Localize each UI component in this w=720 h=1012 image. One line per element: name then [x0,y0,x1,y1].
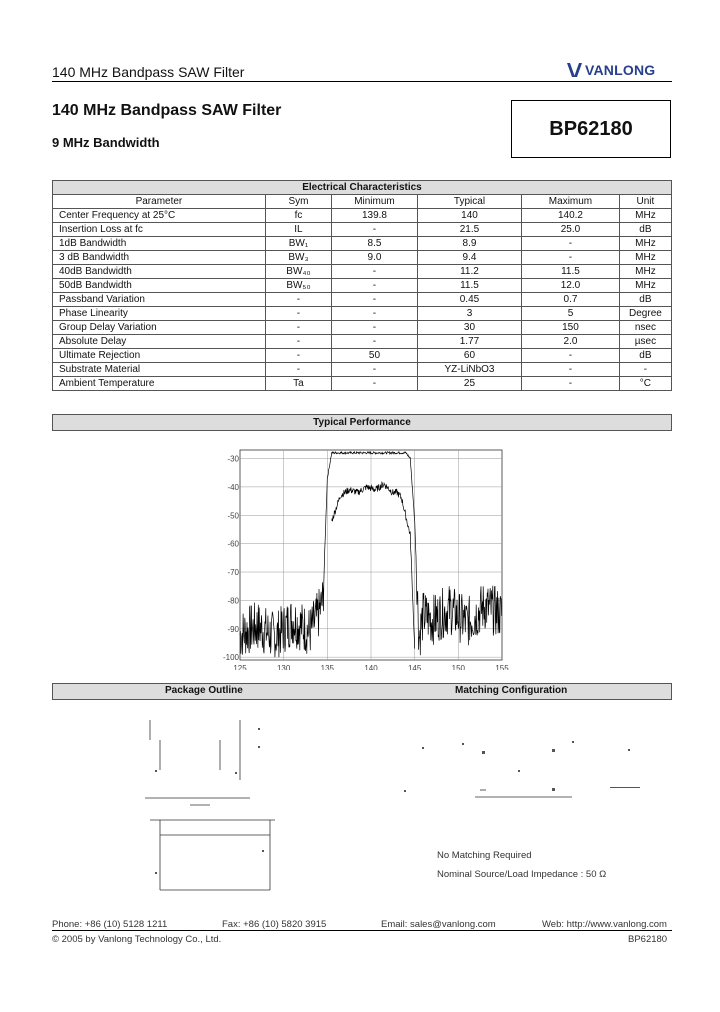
value-cell: 5 [522,307,620,321]
value-cell: - [522,237,620,251]
table-row [53,321,672,335]
value-cell: - [265,363,331,377]
page-title: 140 MHz Bandpass SAW Filter [52,102,282,119]
value-cell: BW₁ [265,237,331,251]
y-tick-label: -90 [227,624,239,634]
table-row [53,307,672,321]
section-bar [52,683,672,700]
value-cell: - [332,265,418,279]
value-cell: - [522,363,620,377]
parameter-cell: Ultimate Rejection [53,349,266,363]
vanlong-logo [566,60,672,80]
value-cell: - [265,349,331,363]
table-row [53,279,672,293]
package-outline-heading: Package Outline [165,685,243,696]
value-cell: fc [265,209,331,223]
value-cell: BW₅₀ [265,279,331,293]
value-cell: 0.45 [417,293,521,307]
value-cell: Degree [619,307,671,321]
value-cell: 11.5 [417,279,521,293]
value-cell: nsec [619,321,671,335]
value-cell: 0.7 [522,293,620,307]
value-cell: 25 [417,377,521,391]
column-header: Maximum [522,195,620,209]
typical-performance-bar: Typical Performance [52,414,672,431]
matching-configuration-heading: Matching Configuration [455,685,568,696]
value-cell: 1.77 [417,335,521,349]
footer-fax: Fax: +86 (10) 5820 3915 [222,919,327,930]
value-cell: dB [619,223,671,237]
value-cell: MHz [619,251,671,265]
column-header: Minimum [332,195,418,209]
table-row [53,237,672,251]
matching-configuration-drawing [400,735,645,805]
value-cell: - [265,321,331,335]
parameter-cell: Insertion Loss at fc [53,223,266,237]
parameter-cell: 3 dB Bandwidth [53,251,266,265]
value-cell: - [265,335,331,349]
header-title: 140 MHz Bandpass SAW Filter [52,64,245,80]
value-cell: 140 [417,209,521,223]
y-tick-label: -30 [227,454,239,464]
value-cell: 2.0 [522,335,620,349]
footer-web[interactable]: Web: http://www.vanlong.com [542,919,667,930]
table-row [53,265,672,279]
page-subtitle: 9 MHz Bandwidth [52,135,160,150]
x-tick-label: 140 [364,664,378,670]
value-cell: dB [619,349,671,363]
y-tick-label: -40 [227,482,239,492]
value-cell: - [332,223,418,237]
value-cell: BW₄₀ [265,265,331,279]
impedance-note: Nominal Source/Load Impedance : 50 Ω [437,869,607,880]
performance-chart [222,440,512,670]
column-header: Sym [265,195,331,209]
value-cell: - [332,363,418,377]
header-rule [52,81,672,82]
value-cell: YZ-LiNbO3 [417,363,521,377]
value-cell: - [332,377,418,391]
value-cell: 50 [332,349,418,363]
value-cell: - [332,279,418,293]
value-cell: dB [619,293,671,307]
footer-rule [52,930,672,931]
value-cell: 8.5 [332,237,418,251]
footer-code: BP62180 [628,934,668,945]
value-cell: 140.2 [522,209,620,223]
value-cell: - [522,349,620,363]
parameter-cell: Substrate Material [53,363,266,377]
value-cell: - [522,377,620,391]
parameter-cell: Phase Linearity [53,307,266,321]
value-cell: MHz [619,279,671,293]
table-row [53,293,672,307]
value-cell: - [332,321,418,335]
logo-icon [566,61,584,79]
value-cell: 25.0 [522,223,620,237]
package-outline-drawing [130,710,280,900]
value-cell: 8.9 [417,237,521,251]
parameter-cell: Passband Variation [53,293,266,307]
matching-note: No Matching Required [437,850,532,861]
value-cell: BW₃ [265,251,331,265]
value-cell: 11.2 [417,265,521,279]
parameter-cell: Absolute Delay [53,335,266,349]
value-cell: 12.0 [522,279,620,293]
parameter-cell: Group Delay Variation [53,321,266,335]
value-cell: 9.0 [332,251,418,265]
x-tick-label: 135 [320,664,335,670]
value-cell: 150 [522,321,620,335]
footer-email[interactable]: Email: sales@vanlong.com [381,919,496,930]
value-cell: µsec [619,335,671,349]
value-cell: - [619,363,671,377]
x-tick-label: 150 [451,664,466,670]
value-cell: 30 [417,321,521,335]
x-tick-label: 155 [495,664,509,670]
footer-copyright: © 2005 by Vanlong Technology Co., Ltd. [52,934,222,945]
parameter-cell: 40dB Bandwidth [53,265,266,279]
value-cell: 139.8 [332,209,418,223]
footer-phone: Phone: +86 (10) 5128 1211 [52,919,168,930]
table-row [53,223,672,237]
table-row [53,251,672,265]
y-tick-label: -70 [227,568,239,578]
table-caption: Electrical Characteristics [53,181,672,195]
value-cell: 21.5 [417,223,521,237]
value-cell: °C [619,377,671,391]
x-tick-label: 125 [233,664,247,670]
value-cell: IL [265,223,331,237]
table-row [53,209,672,223]
value-cell: MHz [619,237,671,251]
value-cell: - [265,293,331,307]
parameter-cell: Ambient Temperature [53,377,266,391]
parameter-cell: 1dB Bandwidth [53,237,266,251]
electrical-characteristics-table [52,180,672,391]
table-row [53,349,672,363]
value-cell: 3 [417,307,521,321]
value-cell: Ta [265,377,331,391]
value-cell: 11.5 [522,265,620,279]
x-tick-label: 145 [407,664,422,670]
parameter-cell: 50dB Bandwidth [53,279,266,293]
value-cell: - [265,307,331,321]
value-cell: - [332,293,418,307]
value-cell: 9.4 [417,251,521,265]
table-header-row [53,195,672,209]
value-cell: - [522,251,620,265]
table-row [53,363,672,377]
value-cell: MHz [619,265,671,279]
value-cell: 60 [417,349,521,363]
y-tick-label: -100 [222,653,239,663]
table-row [53,377,672,391]
value-cell: - [332,307,418,321]
value-cell: - [332,335,418,349]
column-header: Typical [417,195,521,209]
y-tick-label: -50 [227,511,239,521]
parameter-cell: Center Frequency at 25°C [53,209,266,223]
value-cell: MHz [619,209,671,223]
logo-text: VANLONG [585,62,656,78]
y-tick-label: -80 [227,596,239,606]
column-header: Parameter [53,195,266,209]
table-row [53,335,672,349]
column-header: Unit [619,195,671,209]
y-tick-label: -60 [227,539,239,549]
x-tick-label: 130 [276,664,291,670]
part-number-box: BP62180 [511,100,671,158]
